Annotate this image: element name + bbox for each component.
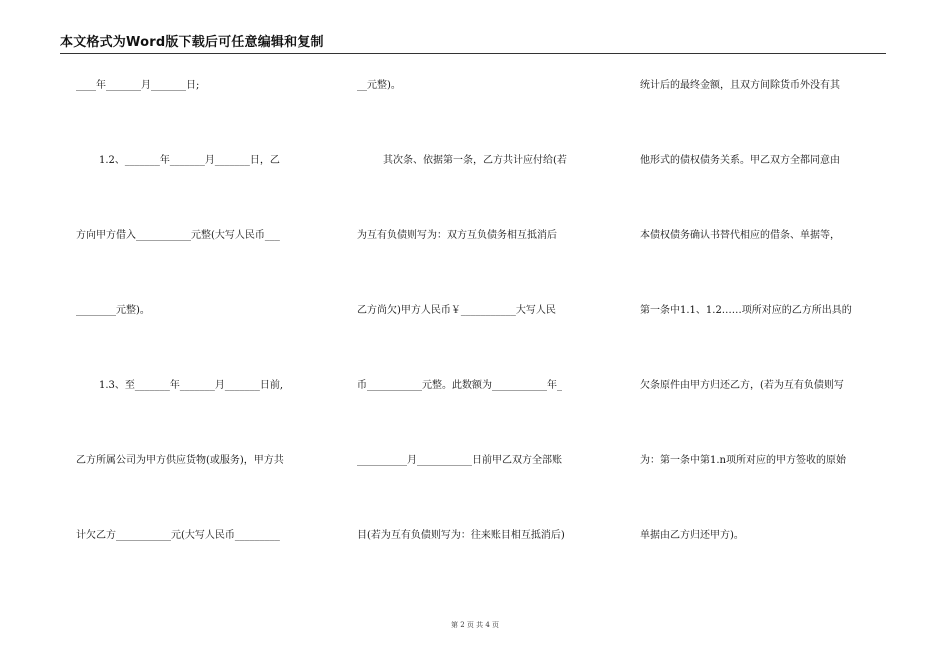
- text-line: 目(若为互有负债则写为：往来账目相互抵消后): [357, 530, 565, 541]
- text-line: 其次条、依据第一条，乙方共计应付给(若: [383, 155, 567, 166]
- text-line: 本债权债务确认书替代相应的借条、单据等，: [640, 230, 840, 241]
- header-title: 本文格式为Word版下载后可任意编辑和复制: [60, 35, 324, 50]
- text-line: 乙方尚欠)甲方人民币￥___________大写人民: [357, 305, 556, 316]
- text-line: 方向甲方借入___________元整(大写人民币___: [76, 230, 280, 241]
- text-line: 为互有负债则写为：双方互负债务相互抵消后: [357, 230, 557, 241]
- page-number: 第 2 页 共 4 页: [450, 621, 500, 629]
- text-line: 1.3、至_______年_______月_______日前,: [99, 380, 284, 391]
- text-line: 币___________元整。此数额为___________年_: [357, 380, 562, 391]
- text-line: 计欠乙方___________元(大写人民币_________: [76, 530, 280, 541]
- text-line: 第一条中1.1、1.2……项所对应的乙方所出具的: [640, 305, 852, 316]
- text-line: 欠条原件由甲方归还乙方，(若为互有负债则写: [640, 380, 844, 391]
- text-line: 1.2、_______年_______月_______日，乙: [99, 155, 280, 166]
- text-line: __________月___________日前甲乙双方全部账: [357, 455, 562, 466]
- text-column-2: [357, 0, 617, 600]
- text-line: ____年_______月_______日;: [76, 80, 200, 91]
- text-line: 他形式的债权债务关系。甲乙双方全都同意由: [640, 155, 840, 166]
- text-line: ________元整)。: [76, 305, 150, 316]
- text-column-1: [76, 0, 336, 600]
- text-line: 单据由乙方归还甲方)。: [640, 530, 744, 541]
- text-line: 统计后的最终金额，且双方间除货币外没有其: [640, 80, 840, 91]
- text-line: __元整)。: [357, 80, 401, 91]
- text-line: 为：第一条中第1.n项所对应的甲方签收的原始: [640, 455, 846, 466]
- text-column-3: [640, 0, 900, 600]
- text-line: 乙方所属公司为甲方供应货物(或服务)，甲方共: [76, 455, 284, 466]
